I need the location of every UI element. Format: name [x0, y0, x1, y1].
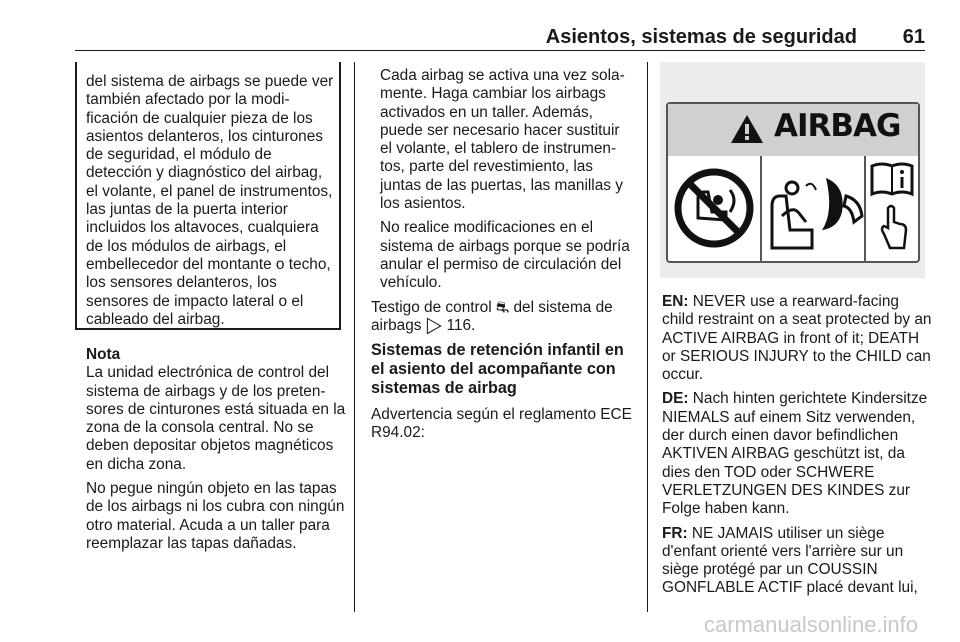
warning-text [86, 73, 336, 335]
airbag-warning-light-icon: ⛐ [495, 298, 510, 316]
nota-block [86, 346, 348, 559]
no-rear-facing-child-seat-icon [668, 156, 760, 261]
warning-triangle-icon [730, 114, 764, 144]
language-label: DE: [662, 390, 689, 408]
page-number: 61 [902, 26, 925, 48]
paragraph: Advertencia según el reglamento ECE R94.02: [371, 406, 632, 442]
column-3 [662, 293, 932, 604]
column-2 [371, 67, 635, 449]
text: del sistema de airbags [371, 298, 613, 334]
english-warning [662, 293, 932, 384]
text: Testigo de control [371, 298, 496, 316]
text: Nach hinten gerichtete Kindersitze NIEMALS auf einem Sitz verwenden, der durch einen davor befindlichen AKTIVEN AIRBAG geschützt ist, da dies den TOD oder SCHWERE VERLETZUNGEN DES KINDES zur Folge haben kann. [662, 390, 928, 518]
paragraph [371, 299, 635, 336]
text: NE JAMAIS utiliser un siège d'enfant orienté vers l'arrière sur un siège protégé par un COUSSIN GONFLABLE ACTIF placé devant lui, [662, 524, 918, 597]
nota-paragraph: No pegue ningún objeto en las tapas de los airbags ni los cubra con ningún otro material. Acuda a un taller para reemplazar las tapas dañadas. [86, 480, 345, 552]
subheading: Sistemas de retención infantil en el asiento del acompañante con sistemas de airbag [371, 341, 624, 398]
warning-paragraph: del sistema de airbags se puede ver también afectado por la modificación de cualquier pieza de los asientos delanteros, los cinturones de seguridad, el módulo de detección y diagnóstico del airbag, el volante, el panel de instrumentos, las juntas de la puerta interior incluidos los altavoces, cualquiera de los módulos de airbags, el embellecedor del montante o techo, los sensores delanteros, los sensores de impacto lateral o el cableado del airbag. [86, 73, 334, 328]
page-reference-arrow-icon: ▷ [425, 316, 443, 334]
section-title: Asientos, sistemas de seguridad [545, 26, 857, 48]
language-label: FR: [662, 524, 688, 542]
german-warning [662, 390, 932, 518]
label-header [668, 104, 918, 156]
text: NEVER use a rearward-facing child restraint on a seat protected by an ACTIVE AIRBAG in front of it; DEATH or SERIOUS INJURY to the CHILD can occur. [662, 293, 932, 384]
paragraph: No realice modificaciones en el sistema de airbags porque se podría anular el permiso de circulación del vehículo. [380, 219, 630, 292]
read-manual-icon [866, 156, 920, 261]
nota-heading: Nota [86, 346, 121, 363]
paragraph: Cada airbag se activa una vez solamente. Haga cambiar los airbags activados en un taller. Además, puede ser necesario hacer sustituir el volante, el tablero de instrumentos, parte del revestimiento, las juntas de las puertas, las manillas y los asientos. [380, 67, 625, 213]
nota-paragraph: La unidad electrónica de control del sistema de airbags y de los pretensores de cinturones está situada en la zona de la consola central. No se deben depositar objetos magnéticos en dicha zona. [86, 364, 346, 473]
french-warning [662, 525, 932, 598]
airbag-deploy-icon [762, 156, 866, 261]
airbag-warning-label [666, 102, 920, 263]
column-divider [354, 62, 355, 612]
label-title: AIRBAG [774, 108, 901, 144]
column-divider [647, 62, 648, 612]
label-cell [668, 156, 760, 261]
language-label: EN: [662, 293, 689, 310]
watermark: carmanualsonline.info [704, 612, 919, 637]
label-cell [760, 156, 866, 261]
label-cell [864, 156, 920, 261]
page-reference[interactable]: 116. [442, 316, 476, 334]
header-rule [75, 50, 925, 51]
